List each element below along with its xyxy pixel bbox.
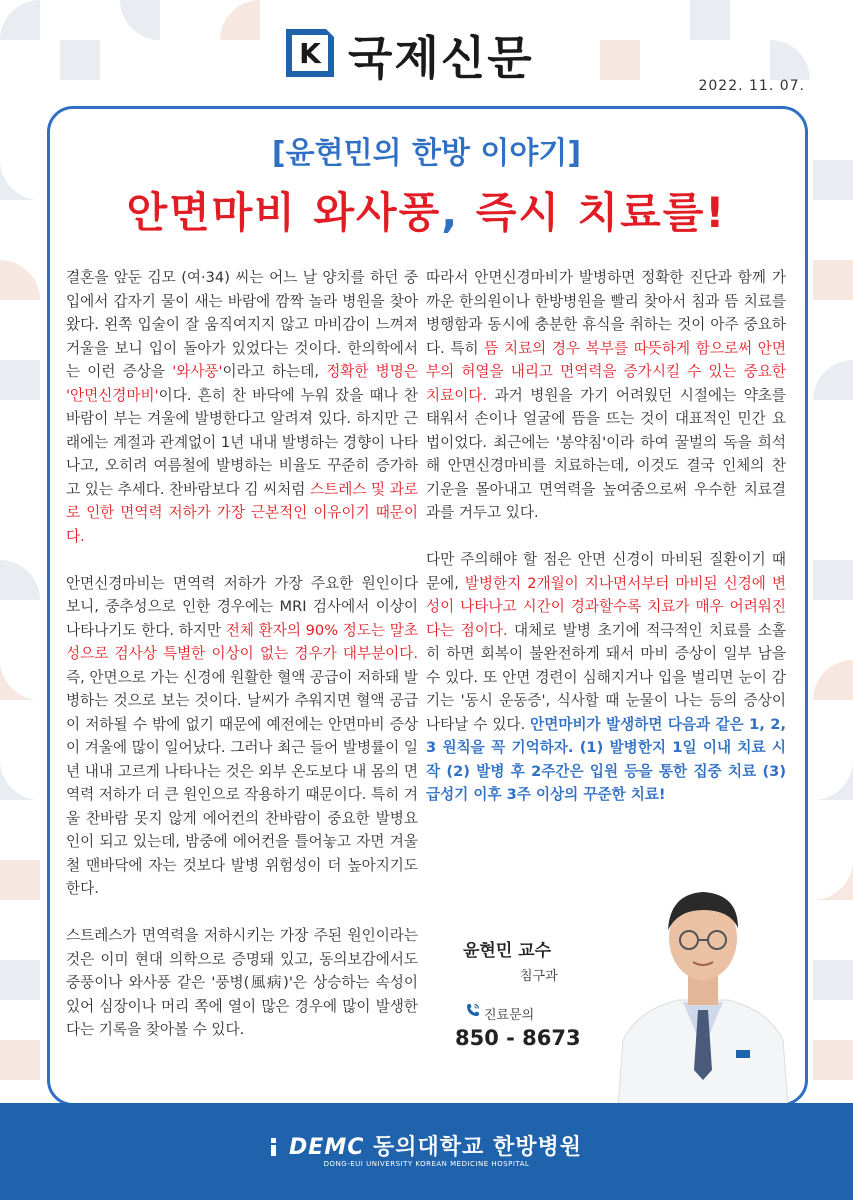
highlight-text: 전체 환자의 90% 정도는 말초성으로 검사상 특별한 이상이 없는 경우가 대부분이다. bbox=[66, 621, 418, 662]
paragraph-2 bbox=[66, 572, 418, 901]
title-part1: 안면마비 와사풍 bbox=[126, 188, 442, 237]
hospital-logo bbox=[0, 1130, 853, 1161]
newspaper-name: 국제신문 bbox=[348, 31, 534, 85]
hospital-cross-icon bbox=[271, 1138, 285, 1156]
text-span: 안면신경마비는 면역력 저하가 가장 주요한 원인이다 보니, 중추성으로 인한 경우에는 MRI 검사에서 이상이 나타나기도 한다. 하지만 bbox=[66, 574, 418, 639]
doctor-portrait bbox=[598, 870, 808, 1106]
doctor-department: 침구과 bbox=[520, 969, 558, 984]
key-principle-text: 안면마비가 발생하면 다음과 같은 1, 2, 3 원칙을 꼭 기억하자. (1) 발병한지 1일 이내 치료 시작 (2) 발병 후 2주간은 입원 등을 통한 집중 치료 (3) 급성기 이후 3주 이상의 꾸준한 치료! bbox=[426, 715, 786, 803]
publish-date: 2022. 11. 07. bbox=[698, 78, 805, 94]
article-column-left bbox=[66, 266, 418, 1065]
title-comma: , bbox=[441, 188, 460, 237]
text-span: 다만 주의해야 할 점은 안면 신경이 마비된 질환이기 때문에, bbox=[426, 551, 786, 592]
paragraph-3: 스트레스가 면역력을 저하시키는 가장 주된 원인이라는 것은 이미 현대 의학으로 증명돼 있고, 동의보감에서도 중풍이나 와사풍 같은 '풍병(風病)'은 상승하는 속성이 있어 심장이나 머리 쪽에 열이 많은 경우에 많이 발생한다는 기록을 찾아볼 수 있다. bbox=[66, 927, 418, 1038]
text-span: 과거 병원을 가기 어려웠던 시절에는 약초를 태워서 손이나 얼굴에 뜸을 뜨는 것이 대표적인 민간 요법이었다. 최근에는 '봉약침'이라 하여 꿀벌의 독을 희석해 안면신경마비를 치료하는데, 이것도 결국 인체의 찬 기운을 몰아내고 면역력을 높여줌으로써 우수한 치료결과를 거두고 있다. bbox=[426, 386, 786, 521]
highlight-text: 발병한지 2개월이 지나면서부터 마비된 신경에 변성이 나타나고 시간이 경과할수록 치료가 매우 어려워진다는 점이다. bbox=[426, 574, 786, 639]
phone-number: 850 - 8673 bbox=[455, 1026, 581, 1050]
logo-k-icon bbox=[282, 25, 338, 81]
highlight-text: '와사풍' bbox=[172, 363, 223, 380]
hospital-name: 동의대학교 한방병원 bbox=[373, 1135, 582, 1160]
title-part2: 즉시 치료를! bbox=[459, 188, 727, 237]
logo-letter: K bbox=[299, 37, 321, 70]
hospital-abbr: DEMC bbox=[289, 1135, 365, 1160]
highlight-text: 정확한 병명은 '안면신경마비' bbox=[66, 363, 418, 404]
highlight-text: 스트레스 및 과로로 인한 면역력 저하가 가장 근본적인 이유이기 때문이다. bbox=[66, 480, 419, 545]
paragraph-4 bbox=[426, 266, 786, 525]
highlight-text: 뜸 치료의 경우 복부를 따뜻하게 함으로써 안면부의 허열을 내리고 면역력을 증가시킬 수 있는 중요한 치료이다. bbox=[426, 339, 786, 404]
article-title bbox=[0, 180, 853, 240]
hospital-name-english: DONG-EUI UNIVERSITY KOREAN MEDICINE HOSPITAL bbox=[323, 1160, 530, 1168]
contact-label: 진료문의 bbox=[484, 1008, 535, 1023]
article-column-right bbox=[426, 266, 786, 830]
text-span: 대체로 발병 초기에 적극적인 치료를 소홀히 하면 회복이 불완전하게 돼서 마비 증상이 일부 남을 수 있다. 또 안면 경련이 심해지거나 입을 벌리면 눈이 감기는 '동시 운동증', 식사할 때 눈물이 나는 등의 증상이 나타날 수 있다. bbox=[426, 621, 786, 733]
paragraph-1 bbox=[66, 266, 418, 548]
text-span: 이다. 흔히 찬 바닥에 누워 잤을 때나 찬바람이 부는 겨울에 발병한다고 알려져 있다. 하지만 근래에는 계절과 관계없이 1년 내내 발병하는 경향이 나타나고, 오히려 여름철에 발병하는 비율도 꾸준히 증가하고 있는 추세다. 찬바람보다 김 씨처럼 bbox=[66, 386, 418, 498]
doctor-name: 윤현민 교수 bbox=[463, 941, 552, 961]
column-subtitle: [윤현민의 한방 이야기] bbox=[271, 136, 582, 171]
text-span: 따라서 안면신경마비가 발병하면 정확한 진단과 함께 가까운 한의원이나 한방병원을 빨리 찾아서 침과 뜸 치료를 병행함과 동시에 충분한 휴식을 취하는 것이 아주 중요하다. 특히 bbox=[426, 269, 786, 357]
text-span: 결혼을 앞둔 김모 (여·34) 씨는 어느 날 양치를 하던 중 입에서 갑자기 물이 새는 바람에 깜짝 놀라 병원을 찾아왔다. 왼쪽 입술이 잘 움직여지지 않고 마비감이 느껴져 거울을 보니 입이 돌아가 있었다는 것이다. 한의학에서는 이런 증상을 bbox=[66, 269, 418, 380]
text-span: 이라고 하는데, bbox=[222, 363, 327, 380]
text-span: 즉, 안면으로 가는 신경에 원활한 혈액 공급이 저하돼 발병하는 것으로 보는 것이다. 날씨가 추워지면 혈액 공급이 저하될 수 밖에 없기 때문에 예전에는 안면마비 증상이 겨울에 많이 일어났다. 그러나 최근 들어 발병률이 일년 내내 고르게 나타나는 것은 외부 온도보다 내 몸의 면역력 저하가 더 큰 원인으로 작용하기 때문이다. 특히 겨울 찬바람 못지 않게 에어컨의 찬바람이 중요한 발병요인이 되고 있는데, 밤중에 에어컨을 틀어놓고 자면 겨울철 맨바닥에 자는 것보다 발병 위험성이 더 높아지기도 한다. bbox=[66, 668, 418, 897]
paragraph-5 bbox=[426, 548, 786, 807]
phone-icon bbox=[465, 1002, 481, 1018]
